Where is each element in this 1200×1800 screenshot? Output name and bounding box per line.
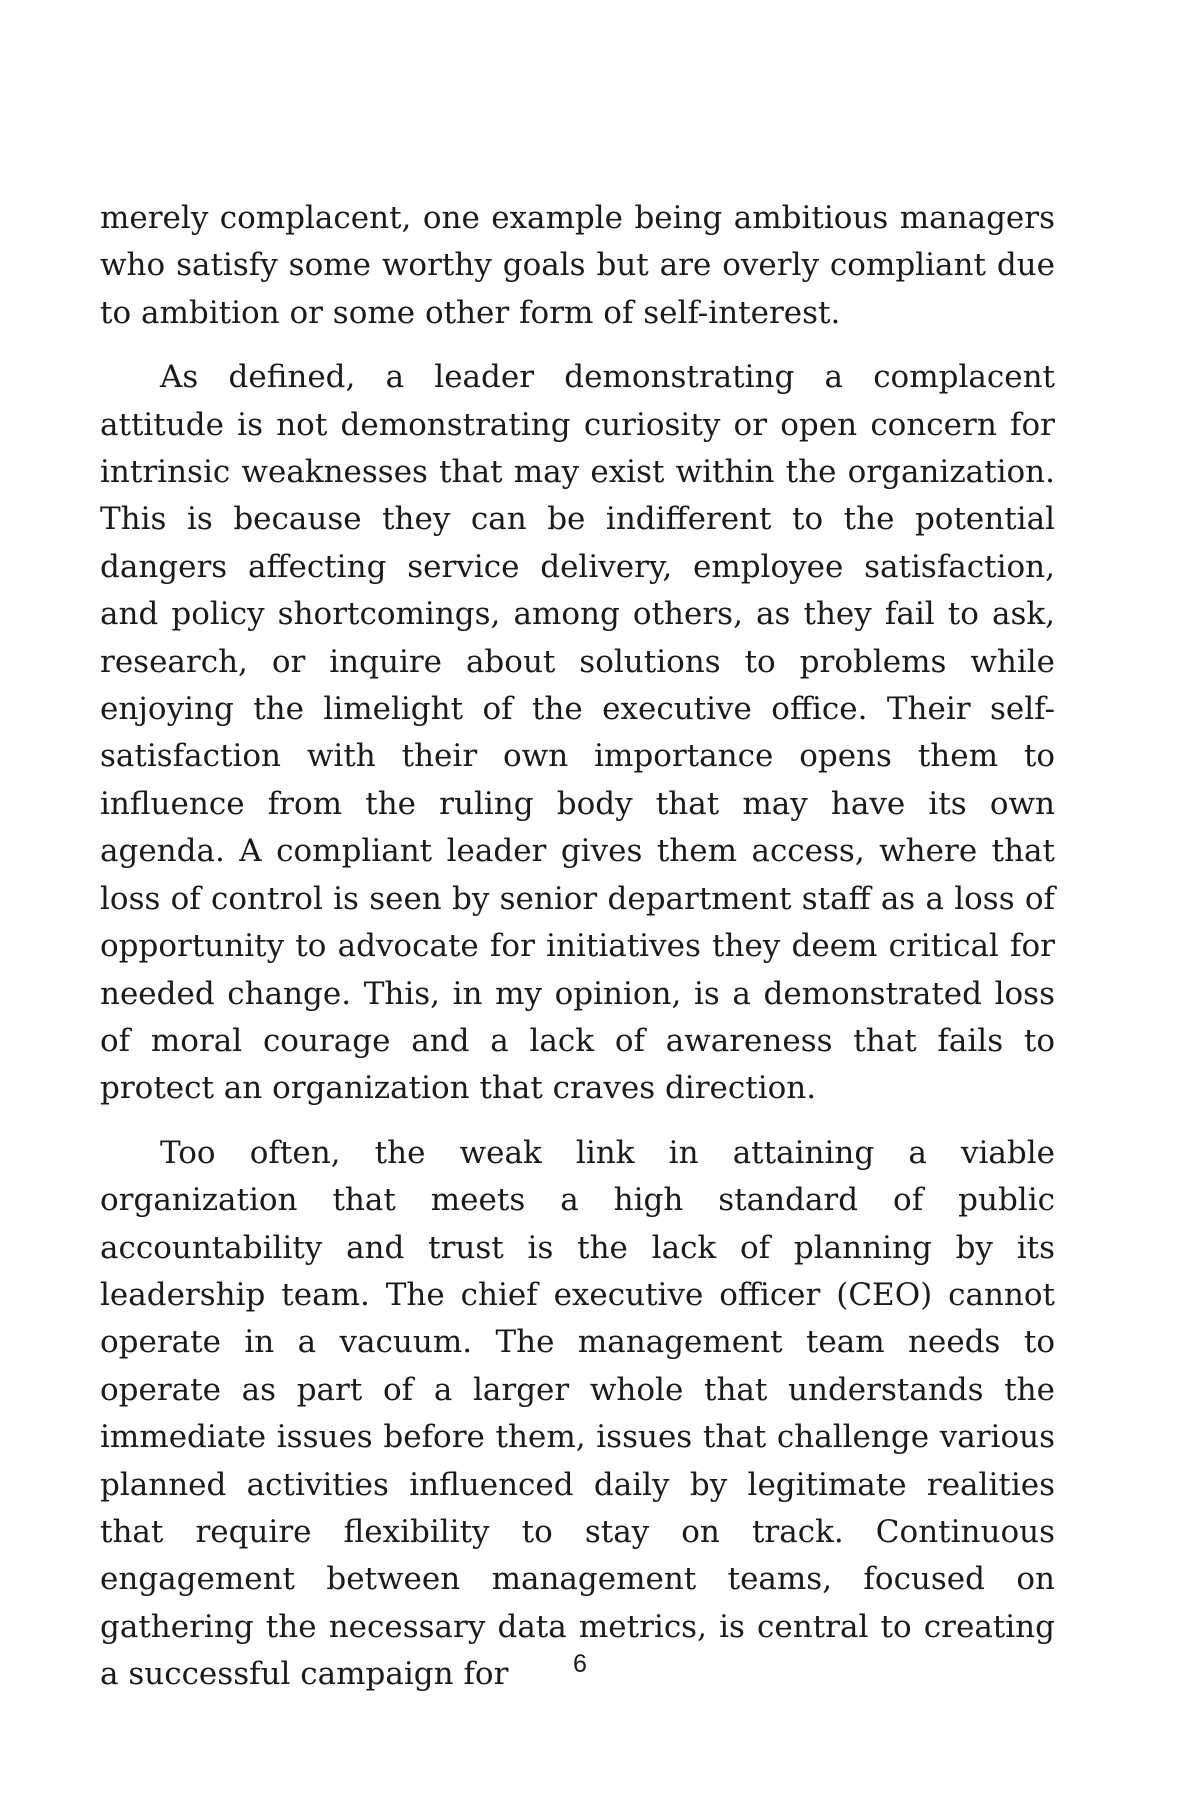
paragraph-complacent-leader: As defined, a leader demonstrating a complacent attitude is not demonstrating curiosity or open concern for intrinsic weaknesses that may exist within the organization. This is because they can be indifferent to the potential dangers affecting service delivery, employee satisfaction, and policy shortcomings, among others, as they fail to ask, research, or inquire about solutions to problems while enjoying the limelight of the executive office. Their self-satisfaction with their own importance opens them to influence from the ruling body that may have its own agenda. A compliant leader gives them access, where that loss of control is seen by senior department staff as a loss of opportunity to advocate for initiatives they deem critical for needed change. This, in my opinion, is a demonstrated loss of moral courage and a lack of awareness that fails to protect an organization that craves direction. (100, 359, 1055, 1107)
paragraph-planning: Too often, the weak link in attaining a viable organization that meets a high standard of public accountability and trust is the lack of planning by its leadership team. The chief executive officer (CEO) cannot operate in a vacuum. The management team needs to operate as part of a larger whole that understands the immediate issues before them, issues that challenge various planned activities influenced daily by legitimate realities that require flexibility to stay on track. Continuous engagement between management teams, focused on gathering the necessary data metrics, is central to creating a successful campaign for (100, 1134, 1055, 1693)
paragraph-continued: merely complacent, one example being ambitious managers who satisfy some worthy goals but are overly compliant due to ambition or some other form of self-interest. (100, 200, 1055, 331)
page-number: 6 (573, 1650, 587, 1678)
body-text (100, 195, 1055, 1716)
